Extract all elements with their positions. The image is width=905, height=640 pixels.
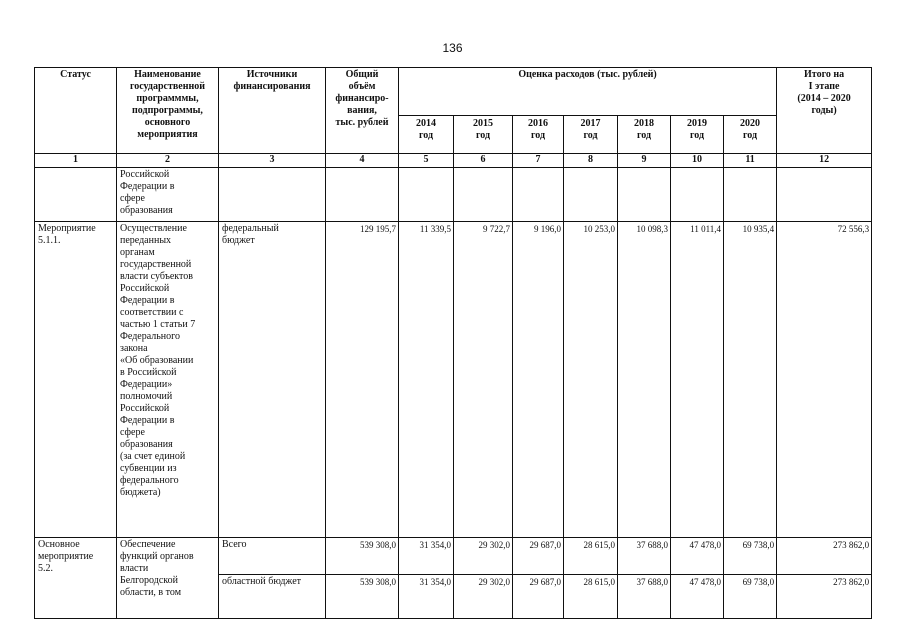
name-cell: Осуществление переданных органам государственной власти субъектов Российской Федерации в соответствии с частью 1 статьи 7 Федерального закона «Об образовании в Российской Федерации» полномочий Российской Федерации в сфере образования (за счет единой субвенции из федерального бюджета) <box>117 222 219 538</box>
column-number: 5 <box>399 154 454 168</box>
source-cell: Всего <box>219 538 326 575</box>
column-number-row <box>35 154 872 168</box>
header-source: Источники финансирования <box>219 68 326 154</box>
header-total: Общий объём финансиро- вания, тыс. рублей <box>326 68 399 154</box>
column-number: 7 <box>513 154 564 168</box>
value-cell: 28 615,0 <box>564 575 618 619</box>
source-cell <box>219 168 326 222</box>
header-year-2015: 2015 год <box>454 116 513 154</box>
value-cell: 10 253,0 <box>564 222 618 538</box>
total-cell: 539 308,0 <box>326 575 399 619</box>
value-cell: 29 302,0 <box>454 538 513 575</box>
total-cell <box>326 168 399 222</box>
header-year-2018: 2018 год <box>618 116 671 154</box>
column-number: 6 <box>454 154 513 168</box>
header-status: Статус <box>35 68 117 154</box>
value-cell <box>564 168 618 222</box>
value-cell: 10 098,3 <box>618 222 671 538</box>
column-number: 8 <box>564 154 618 168</box>
value-cell: 31 354,0 <box>399 575 454 619</box>
source-cell: областной бюджет <box>219 575 326 619</box>
value-cell: 11 339,5 <box>399 222 454 538</box>
value-cell: 29 687,0 <box>513 575 564 619</box>
column-number: 12 <box>777 154 872 168</box>
value-cell: 11 011,4 <box>671 222 724 538</box>
value-cell <box>724 168 777 222</box>
value-cell <box>454 168 513 222</box>
value-cell: 47 478,0 <box>671 575 724 619</box>
column-number: 2 <box>117 154 219 168</box>
header-year-2016: 2016 год <box>513 116 564 154</box>
column-number: 10 <box>671 154 724 168</box>
value-cell <box>513 168 564 222</box>
value-cell: 47 478,0 <box>671 538 724 575</box>
column-number: 11 <box>724 154 777 168</box>
value-cell: 9 196,0 <box>513 222 564 538</box>
total-cell: 129 195,7 <box>326 222 399 538</box>
value-cell <box>399 168 454 222</box>
stage-total-cell <box>777 168 872 222</box>
column-number: 4 <box>326 154 399 168</box>
stage-total-cell: 273 862,0 <box>777 538 872 575</box>
column-number: 9 <box>618 154 671 168</box>
header-year-2019: 2019 год <box>671 116 724 154</box>
header-year-2017: 2017 год <box>564 116 618 154</box>
header-year-2014: 2014 год <box>399 116 454 154</box>
header-stage-total: Итого на I этапе (2014 – 2020 годы) <box>777 68 872 154</box>
stage-total-cell: 72 556,3 <box>777 222 872 538</box>
table-row <box>35 538 872 575</box>
value-cell: 29 687,0 <box>513 538 564 575</box>
stage-total-cell: 273 862,0 <box>777 575 872 619</box>
name-cell: Обеспечение функций органов власти Белгородской области, в том <box>117 538 219 619</box>
value-cell: 31 354,0 <box>399 538 454 575</box>
value-cell <box>671 168 724 222</box>
status-cell <box>35 168 117 222</box>
table-row <box>35 222 872 538</box>
table-row <box>35 168 872 222</box>
value-cell: 69 738,0 <box>724 538 777 575</box>
value-cell <box>618 168 671 222</box>
status-cell: Основное мероприятие 5.2. <box>35 538 117 619</box>
value-cell: 29 302,0 <box>454 575 513 619</box>
name-cell: Российской Федерации в сфере образования <box>117 168 219 222</box>
value-cell: 37 688,0 <box>618 538 671 575</box>
value-cell: 9 722,7 <box>454 222 513 538</box>
value-cell: 10 935,4 <box>724 222 777 538</box>
header-row-top <box>35 68 872 116</box>
source-cell: федеральный бюджет <box>219 222 326 538</box>
status-cell: Мероприятие 5.1.1. <box>35 222 117 538</box>
total-cell: 539 308,0 <box>326 538 399 575</box>
value-cell: 37 688,0 <box>618 575 671 619</box>
header-name: Наименование государственной программмы, подпрограммы, основного мероприятия <box>117 68 219 154</box>
column-number: 3 <box>219 154 326 168</box>
budget-table <box>34 67 872 619</box>
value-cell: 28 615,0 <box>564 538 618 575</box>
header-estimate: Оценка расходов (тыс. рублей) <box>399 68 777 116</box>
column-number: 1 <box>35 154 117 168</box>
page-number: 136 <box>442 41 463 55</box>
header-year-2020: 2020 год <box>724 116 777 154</box>
value-cell: 69 738,0 <box>724 575 777 619</box>
